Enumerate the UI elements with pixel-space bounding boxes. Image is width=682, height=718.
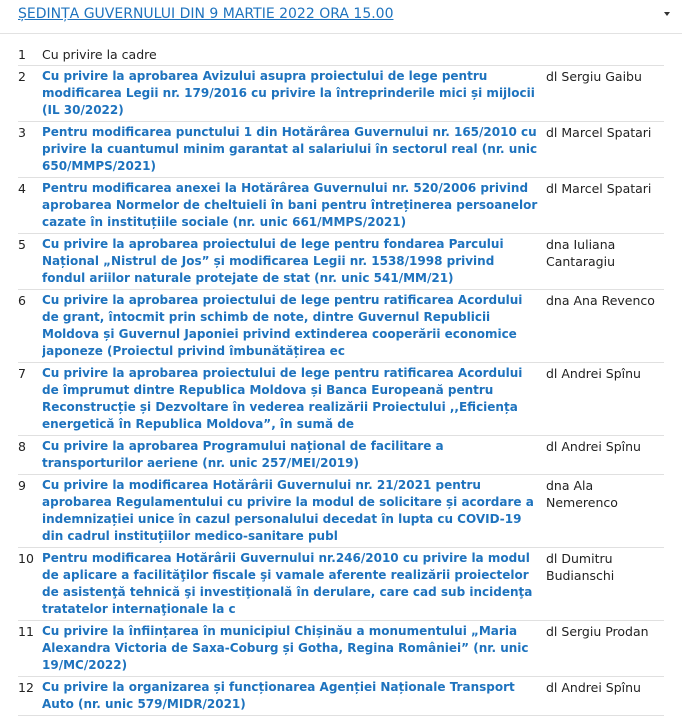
session-title-link[interactable]: ȘEDINȚA GUVERNULUI DIN 9 MARTIE 2022 ORA 15.00 <box>18 6 394 22</box>
agenda-item-number: 12 <box>18 680 34 695</box>
agenda-row <box>18 477 664 548</box>
agenda-item-link[interactable]: Pentru modificarea Hotărârii Guvernului nr.246/2010 cu privire la modul de aplicare a facilităţilor fiscale şi vamale aferente realizării proiectelor de asistenţă tehnică şi investiţională în derulare, care cad sub incidenţa tratatelor internaţionale la c <box>42 551 533 616</box>
agenda-item-number: 2 <box>18 69 26 84</box>
agenda-item-presenter: dl Sergiu Gaibu <box>546 69 642 84</box>
agenda-item-link[interactable]: Cu privire la înființarea în municipiul Chișinău a monumentului „Maria Alexandra Victoria de Saxa-Coburg și Gotha, Regina României” (nr. unic 19/MC/2022) <box>42 624 529 672</box>
agenda-item-link[interactable]: Pentru modificarea punctului 1 din Hotărârea Guvernului nr. 165/2010 cu privire la cuantumul minim garantat al salariului în sectorul real (nr. unic 650/MMPS/2021) <box>42 125 538 173</box>
agenda-row <box>18 46 664 66</box>
agenda-item-presenter: dl Andrei Spînu <box>546 366 641 381</box>
agenda-item-link[interactable]: Cu privire la aprobarea Programului național de facilitare a transporturilor aeriene (nr. unic 257/MEI/2019) <box>42 439 444 470</box>
agenda-item-link[interactable]: Cu privire la modificarea Hotărârii Guvernului nr. 21/2021 pentru aprobarea Regulamentului cu privire la modul de solicitare și acordare a indemnizației unice în cazul personalului decedat în lupta cu COVID-19 din cadrul instituțiilor medico-sanitare publ <box>42 478 534 543</box>
agenda-row <box>18 68 664 122</box>
agenda-row <box>18 180 664 234</box>
agenda-item-presenter: dna Iuliana Cantaragiu <box>546 237 616 269</box>
accordion-header[interactable] <box>0 0 682 34</box>
agenda-item-presenter: dl Andrei Spînu <box>546 439 641 454</box>
agenda-item-presenter: dl Andrei Spînu <box>546 680 641 695</box>
agenda-item-link[interactable]: Cu privire la organizarea și funcționarea Agenției Naționale Transport Auto (nr. unic 579/MIDR/2021) <box>42 680 515 711</box>
agenda-item-presenter: dna Ala Nemerenco <box>546 478 618 510</box>
agenda-item-link[interactable]: Pentru modificarea anexei la Hotărârea Guvernului nr. 520/2006 privind aprobarea Normelor de cheltuieli în bani pentru întreținerea persoanelor cazate în instituțiile sociale (nr. unic 661/MMPS/2021) <box>42 181 538 229</box>
agenda-item-number: 5 <box>18 237 26 252</box>
agenda-item-number: 1 <box>18 47 26 62</box>
agenda-item-link[interactable]: Cu privire la aprobarea proiectului de lege pentru ratificarea Acordului de împrumut dintre Republica Moldova și Banca Europeană pentru Reconstrucție și Dezvoltare în vederea realizării Proiectului ,,Eficiența energetică în Republica Moldova”, în sumă de <box>42 366 523 431</box>
agenda-item-presenter: dl Sergiu Prodan <box>546 624 649 639</box>
agenda-item-number: 11 <box>18 624 34 639</box>
chevron-down-icon[interactable] <box>664 12 670 16</box>
agenda-item-presenter: dl Marcel Spatari <box>546 125 652 140</box>
agenda-row <box>18 236 664 290</box>
agenda-row <box>18 124 664 178</box>
agenda-item-number: 8 <box>18 439 26 454</box>
agenda-item-presenter: dna Ana Revenco <box>546 293 655 308</box>
agenda-row <box>18 623 664 677</box>
agenda-item-presenter: dl Dumitru Budianschi <box>546 551 615 583</box>
agenda-item-link[interactable]: Cu privire la aprobarea proiectului de lege pentru ratificarea Acordului de grant, întocmit prin schimb de note, dintre Guvernul Republicii Moldova și Guvernul Japoniei privind extinderea cooperării economice japoneze (Proiectul privind îmbunătățirea ec <box>42 293 523 358</box>
agenda-item-subject: Cu privire la cadre <box>42 47 157 62</box>
agenda-item-number: 10 <box>18 551 34 566</box>
agenda-item-number: 3 <box>18 125 26 140</box>
agenda-item-number: 4 <box>18 181 26 196</box>
agenda-item-presenter <box>538 46 664 63</box>
agenda-item-number: 7 <box>18 366 26 381</box>
agenda-table <box>18 46 664 718</box>
agenda-row <box>18 679 664 716</box>
agenda-item-presenter: dl Marcel Spatari <box>546 181 652 196</box>
agenda-item-number: 9 <box>18 478 26 493</box>
agenda-item-link[interactable]: Cu privire la aprobarea Avizului asupra proiectului de lege pentru modificarea Legii nr. 179/2016 cu privire la întreprinderile mici și mijlocii (IL 30/2022) <box>42 69 535 117</box>
agenda-row <box>18 292 664 363</box>
agenda-item-number: 6 <box>18 293 26 308</box>
agenda-row <box>18 438 664 475</box>
agenda-row <box>18 550 664 621</box>
agenda-item-link[interactable]: Cu privire la aprobarea proiectului de lege pentru fondarea Parcului Național „Nistrul de Jos” și modificarea Legii nr. 1538/1998 privind fondul ariilor naturale protejate de stat (nr. unic 541/MM/21) <box>42 237 504 285</box>
agenda-row <box>18 365 664 436</box>
